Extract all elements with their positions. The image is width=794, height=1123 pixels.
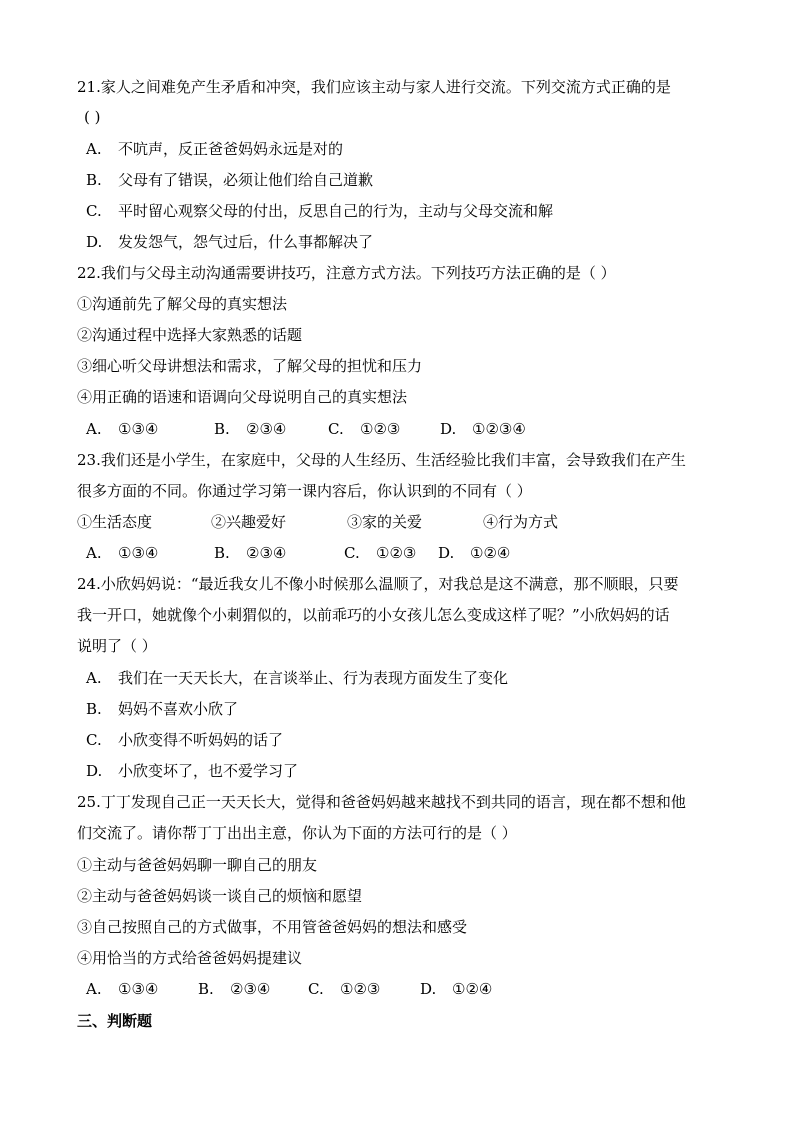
q23-item-2: ②兴趣爱好 <box>211 513 287 531</box>
q22-option-a <box>86 419 214 439</box>
option-text: ①②④ <box>452 980 493 998</box>
q24-stem-line-1: 24.小欣妈妈说：“最近我女儿不像小时候那么温顺了，对我总是这不满意，那不顺眼，只要 <box>77 575 679 593</box>
q23-option-b <box>214 543 344 563</box>
q23-item-4: ④行为方式 <box>483 513 559 531</box>
q23-options-row <box>86 543 736 563</box>
q24-stem-line-2: 我一开口，她就像个小刺猬似的，以前乖巧的小女孩儿怎么变成这样了呢？”小欣妈妈的话 <box>77 606 670 624</box>
option-text: 发发怨气，怨气过后，什么事都解决了 <box>118 233 374 251</box>
option-text: ②③④ <box>230 980 271 998</box>
option-text: ①③④ <box>118 420 159 438</box>
q22-item-1: ①沟通前先了解父母的真实想法 <box>77 295 288 313</box>
option-text: 不吭声，反正爸爸妈妈永远是对的 <box>118 140 344 158</box>
option-letter: C. <box>344 544 360 562</box>
option-text: ②③④ <box>246 420 287 438</box>
q21-stem-line-2: ( ) <box>84 108 101 126</box>
q25-options-row <box>86 979 736 999</box>
option-letter: A. <box>86 669 102 687</box>
q24-option-a <box>86 668 736 688</box>
q22-option-b <box>214 419 328 439</box>
option-text: 我们在一天天长大，在言谈举止、行为表现方面发生了变化 <box>118 669 509 687</box>
q21-option-d <box>86 232 736 252</box>
option-letter: D. <box>438 544 455 562</box>
q24-option-b <box>86 699 736 719</box>
option-text: ①②③④ <box>472 420 526 438</box>
option-letter: D. <box>420 980 437 998</box>
q25-option-b <box>198 979 308 999</box>
option-text: ①③④ <box>118 544 159 562</box>
q25-item-1: ①主动与爸爸妈妈聊一聊自己的朋友 <box>77 856 318 874</box>
q22-option-c <box>328 419 440 439</box>
option-text: 平时留心观察父母的付出，反思自己的行为，主动与父母交流和解 <box>118 202 554 220</box>
q23-stem-line-2: 很多方面的不同。你通过学习第一课内容后，你认识到的不同有（ ） <box>77 482 532 500</box>
q25-item-3: ③自己按照自己的方式做事，不用管爸爸妈妈的想法和感受 <box>77 918 468 936</box>
option-letter: A. <box>86 980 102 998</box>
q23-item-1: ①生活态度 <box>77 513 153 531</box>
option-letter: B. <box>86 700 102 718</box>
option-text: ①②④ <box>470 544 511 562</box>
q25-option-a <box>86 979 198 999</box>
q22-item-4: ④用正确的语速和语调向父母说明自己的真实想法 <box>77 388 408 406</box>
option-letter: C. <box>86 202 102 220</box>
q22-option-d <box>440 419 526 439</box>
option-letter: A. <box>86 140 102 158</box>
option-text: 小欣变得不听妈妈的话了 <box>118 731 284 749</box>
option-letter: A. <box>86 544 102 562</box>
option-letter: C. <box>308 980 324 998</box>
section-title: 三、判断题 <box>77 1012 153 1030</box>
q23-option-a <box>86 543 214 563</box>
q23-option-d <box>438 543 510 563</box>
option-letter: D. <box>86 233 103 251</box>
q21-option-c <box>86 201 736 221</box>
option-letter: B. <box>198 980 214 998</box>
q23-option-c <box>344 543 438 563</box>
q25-item-4: ④用恰当的方式给爸爸妈妈提建议 <box>77 949 303 967</box>
option-text: ①②③ <box>340 980 381 998</box>
q22-options-row <box>86 419 736 439</box>
q22-stem-line-1: 22.我们与父母主动沟通需要讲技巧，注意方式方法。下列技巧方法正确的是（ ） <box>77 264 616 282</box>
q22-item-3: ③细心听父母讲想法和需求，了解父母的担忧和压力 <box>77 357 423 375</box>
option-letter: D. <box>440 420 457 438</box>
option-text: 父母有了错误，必须让他们给自己道歉 <box>118 171 374 189</box>
option-text: ①②③ <box>376 544 417 562</box>
q21-stem-line-1: 21.家人之间难免产生矛盾和冲突，我们应该主动与家人进行交流。下列交流方式正确的是 <box>77 78 671 96</box>
option-letter: B. <box>214 420 230 438</box>
q23-item-3: ③家的关爱 <box>347 513 423 531</box>
option-text: ②③④ <box>246 544 287 562</box>
option-letter: D. <box>86 762 103 780</box>
q24-stem-line-3: 说明了（ ） <box>77 637 157 655</box>
q23-items-row <box>77 512 727 532</box>
option-text: 小欣变坏了，也不爱学习了 <box>118 762 299 780</box>
q25-option-d <box>420 979 492 999</box>
option-text: 妈妈不喜欢小欣了 <box>118 700 239 718</box>
option-letter: B. <box>86 171 102 189</box>
option-letter: B. <box>214 544 230 562</box>
q22-item-2: ②沟通过程中选择大家熟悉的话题 <box>77 326 303 344</box>
option-letter: A. <box>86 420 102 438</box>
q24-option-d <box>86 761 736 781</box>
q24-option-c <box>86 730 736 750</box>
q21-option-b <box>86 170 736 190</box>
q25-stem-line-2: 们交流了。请你帮丁丁出出主意，你认为下面的方法可行的是（ ） <box>77 824 517 842</box>
q25-stem-line-1: 25.丁丁发现自己正一天天长大，觉得和爸爸妈妈越来越找不到共同的语言，现在都不想和他 <box>77 793 686 811</box>
option-letter: C. <box>328 420 344 438</box>
q25-option-c <box>308 979 420 999</box>
q21-option-a <box>86 139 736 159</box>
q25-item-2: ②主动与爸爸妈妈谈一谈自己的烦恼和愿望 <box>77 887 363 905</box>
option-text: ①③④ <box>118 980 159 998</box>
option-letter: C. <box>86 731 102 749</box>
q23-stem-line-1: 23.我们还是小学生，在家庭中，父母的人生经历、生活经验比我们丰富，会导致我们在产生 <box>77 451 686 469</box>
option-text: ①②③ <box>360 420 401 438</box>
